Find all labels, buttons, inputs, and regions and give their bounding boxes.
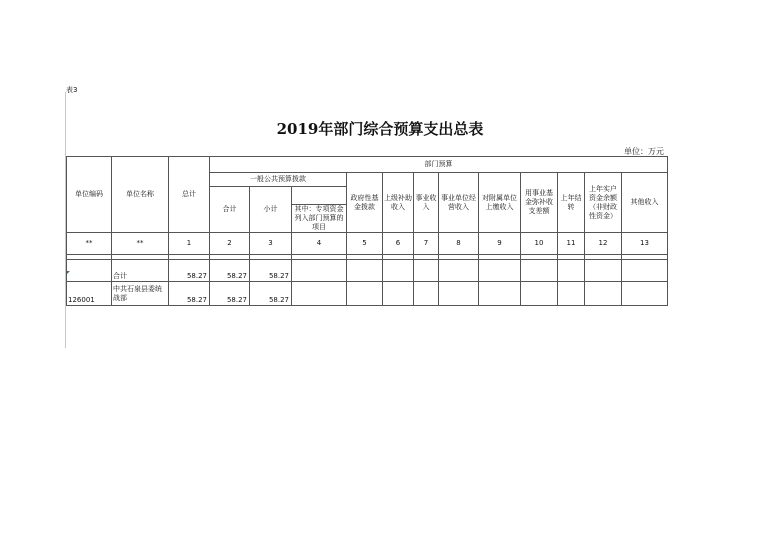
header-total: 总计 (169, 157, 210, 233)
index-cell: 8 (439, 233, 479, 255)
index-cell: 12 (585, 233, 622, 255)
header-subordinate-income: 对附属单位上缴收入 (479, 173, 521, 233)
index-cell: 13 (622, 233, 668, 255)
header-dept-budget: 部门预算 (210, 157, 668, 173)
header-general-public: 一般公共预算拨款 (210, 173, 347, 187)
heji-cell: 58.27 (210, 260, 250, 282)
heji-cell: 58.27 (210, 282, 250, 306)
table-row (67, 260, 668, 282)
table-row (67, 282, 668, 306)
header-operating-income: 事业单位经营收入 (439, 173, 479, 233)
index-cell: ** (67, 233, 112, 255)
header-carryover: 上年结转 (558, 173, 585, 233)
header-superior-subsidy: 上级补助收入 (383, 173, 414, 233)
header-prior-balance: 上年实户资金余额（非财政性资金） (585, 173, 622, 233)
index-cell: 10 (521, 233, 558, 255)
index-cell: 5 (347, 233, 383, 255)
unit-name-cell: 合计 (112, 260, 169, 282)
total-cell: 58.27 (169, 260, 210, 282)
unit-name-cell: 中共石泉县委统战部 (112, 282, 169, 306)
index-cell: 11 (558, 233, 585, 255)
index-cell: 6 (383, 233, 414, 255)
header-other-income: 其他收入 (622, 173, 668, 233)
index-cell: ** (112, 233, 169, 255)
index-cell: 1 (169, 233, 210, 255)
unit-label: 单位：万元 (624, 147, 664, 156)
header-unit-name: 单位名称 (112, 157, 169, 233)
header-xiaoji: 小计 (250, 187, 292, 233)
unit-code-cell: 126001 (67, 282, 112, 306)
index-cell: 3 (250, 233, 292, 255)
index-cell: 9 (479, 233, 521, 255)
header-business-income: 事业收入 (414, 173, 439, 233)
header-gov-fund: 政府性基金拨款 (347, 173, 383, 233)
header-heji: 合计 (210, 187, 250, 233)
index-cell: 7 (414, 233, 439, 255)
unit-code-cell (67, 260, 112, 282)
budget-table (66, 156, 668, 306)
index-cell: 4 (292, 233, 347, 255)
page-title: 2019年部门综合预算支出总表 (276, 120, 484, 138)
sheet-label: 表3 (66, 86, 78, 94)
total-cell: 58.27 (169, 282, 210, 306)
index-row (67, 233, 668, 255)
header-row-1 (67, 157, 668, 173)
xiaoji-cell: 58.27 (250, 260, 292, 282)
xiaoji-cell: 58.27 (250, 282, 292, 306)
header-special-spacer (292, 187, 347, 205)
header-unit-code: 单位编码 (67, 157, 112, 233)
header-business-fund: 用事业基金弥补收支差额 (521, 173, 558, 233)
header-special: 其中：专项资金列入部门预算的项目 (292, 205, 347, 233)
index-cell: 2 (210, 233, 250, 255)
